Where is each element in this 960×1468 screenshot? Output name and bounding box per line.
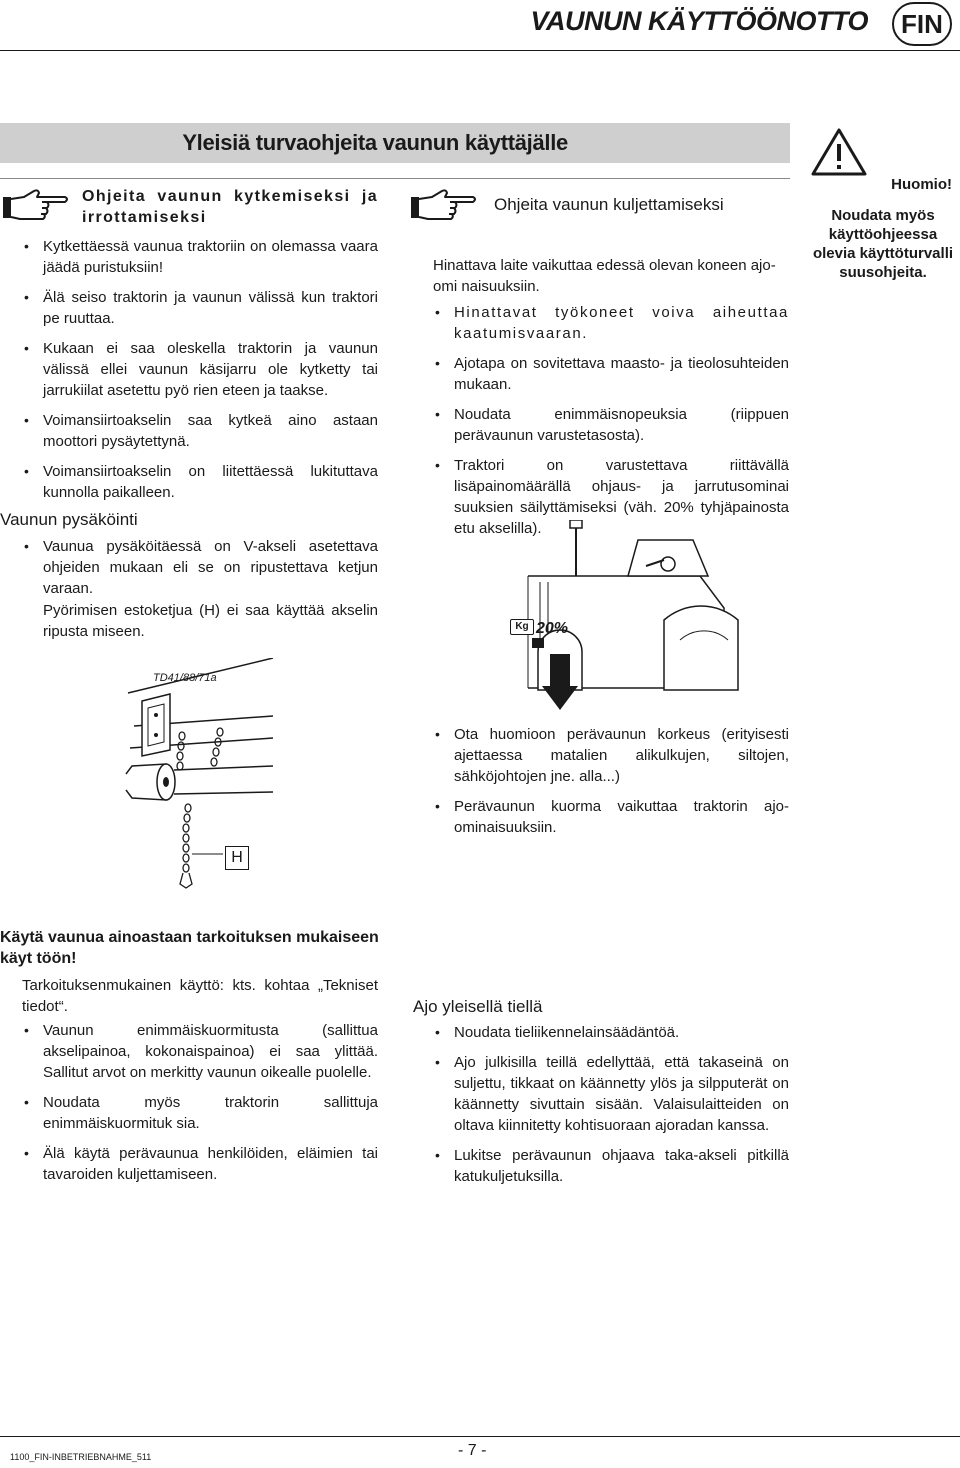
figure-label-h: H	[225, 846, 249, 870]
list-item: • Kytkettäessä vaunua traktoriin on olemassa vaara jäädä puristuksiin!	[22, 236, 378, 278]
page-number: - 7 -	[458, 1442, 487, 1459]
parking-heading: Vaunun pysäköinti	[0, 510, 138, 529]
section-banner: Yleisiä turvaohjeita vaunun käyttäjälle	[0, 123, 790, 163]
list-item: • Noudata enimmäisnopeuksia (riippuen perävaunun varustetasosta).	[433, 404, 789, 446]
list-item: • Älä seiso traktorin ja vaunun välissä kun traktori pe ruuttaa.	[22, 287, 378, 329]
hitching-heading: Ohjeita vaunun kytkemiseksi ja irrottamiseksi	[82, 188, 378, 226]
pointing-hand-icon	[410, 186, 478, 226]
pto-shaft-figure	[118, 658, 278, 898]
weight-percent: 20%	[536, 620, 569, 637]
driving-list	[433, 302, 789, 548]
hitching-list	[22, 236, 378, 512]
list-item: • Älä käytä perävaunua henkilöiden, eläimien tai tavaroiden kuljettamiseen.	[22, 1143, 378, 1185]
list-item: • Hinattavat työkoneet voiva aiheuttaa kaatumisvaaran.	[433, 302, 789, 344]
list-item: • Noudata tieliikennelainsäädäntöä.	[433, 1022, 789, 1043]
warning-text: Noudata myös käyttöohjeessa olevia käyttöturvalli suusohjeita.	[812, 207, 954, 281]
warning-triangle-icon	[808, 125, 870, 179]
language-badge: FIN	[892, 2, 952, 46]
list-item: • Perävaunun kuorma vaikuttaa traktorin ajo-ominaisuuksiin.	[433, 796, 789, 838]
list-item: • Vaunun enimmäiskuormitusta (sallittua akselipainoa, kokonaispainoa) ei saa ylittää. Sallitut arvot on merkitty vaunun oikealle puolelle.	[22, 1020, 378, 1083]
figure-code: TD41/88/71a	[153, 672, 217, 684]
list-item: • Ajo julkisilla teillä edellyttää, että takaseinä on suljettu, tikkaat on käännetty ylös ja silpputerät on käännetty sivuttain sisään. Valaisulaitteiden on oltava kiinnitetty kohtisuoraan ajoradan kanssa.	[433, 1052, 789, 1136]
weight-icon: Kg	[510, 619, 534, 635]
footer-doc-code: 1100_FIN-INBETRIEBNAHME_511	[10, 1452, 152, 1462]
list-item: • Voimansiirtoakselin saa kytkeä aino astaan moottori pysäytettynä.	[22, 410, 378, 452]
header-rule	[0, 50, 960, 51]
public-road-list	[433, 1022, 789, 1196]
driving-heading: Ohjeita vaunun kuljettamiseksi	[494, 195, 724, 214]
intended-use-list	[22, 1020, 378, 1194]
list-item: • Traktori on varustettava riittävällä lisäpainomäärällä ohjaus- ja jarrutusominai suuksien säilyttämiseksi (väh. 20% tyhjäpainosta etu akselilla).	[433, 455, 789, 539]
list-item: • Voimansiirtoakselin on liitettäessä lukituttava kunnolla paikalleen.	[22, 461, 378, 503]
banner-rule	[0, 178, 790, 179]
intended-use-intro: Tarkoituksenmukainen käyttö: kts. kohtaa „Tekniset tiedot“.	[22, 977, 378, 1015]
warning-title: Huomio!	[891, 176, 952, 193]
parking-list	[22, 536, 378, 608]
list-item: • Noudata myös traktorin sallittuja enimmäiskuormituk sia.	[22, 1092, 378, 1134]
public-road-heading: Ajo yleisellä tiellä	[413, 997, 543, 1016]
intended-use-heading: Käytä vaunua ainoastaan tarkoituksen mukaiseen käyt töön!	[0, 929, 379, 967]
page-header-title: VAUNUN KÄYTTÖÖNOTTO	[530, 6, 868, 36]
list-item: • Lukitse perävaunun ohjaava taka-akseli pitkillä katukuljetuksilla.	[433, 1145, 789, 1187]
list-item: • Kukaan ei saa oleskella traktorin ja vaunun välissä ellei vaunun käsijarru ole kytketty tai jarrukiilat asetettu pyö rien eteen ja taakse.	[22, 338, 378, 401]
list-item: • Vaunua pysäköitäessä on V-akseli asetettava ohjeiden mukaan eli se on ripustettava ketjun varaan.	[22, 536, 378, 599]
height-list	[433, 724, 789, 847]
footer-rule	[0, 1436, 960, 1437]
list-item: • Ota huomioon perävaunun korkeus (erityisesti ajettaessa matalien alikulkujen, siltojen, sähköjohtojen jne. alla...)	[433, 724, 789, 787]
pointing-hand-icon	[2, 186, 70, 226]
driving-intro: Hinattava laite vaikuttaa edessä olevan koneen ajo-omi naisuuksiin.	[433, 257, 776, 295]
parking-note: Pyörimisen estoketjua (H) ei saa käyttää akselin ripusta miseen.	[43, 602, 378, 640]
list-item: • Ajotapa on sovitettava maasto- ja tieolosuhteiden mukaan.	[433, 353, 789, 395]
